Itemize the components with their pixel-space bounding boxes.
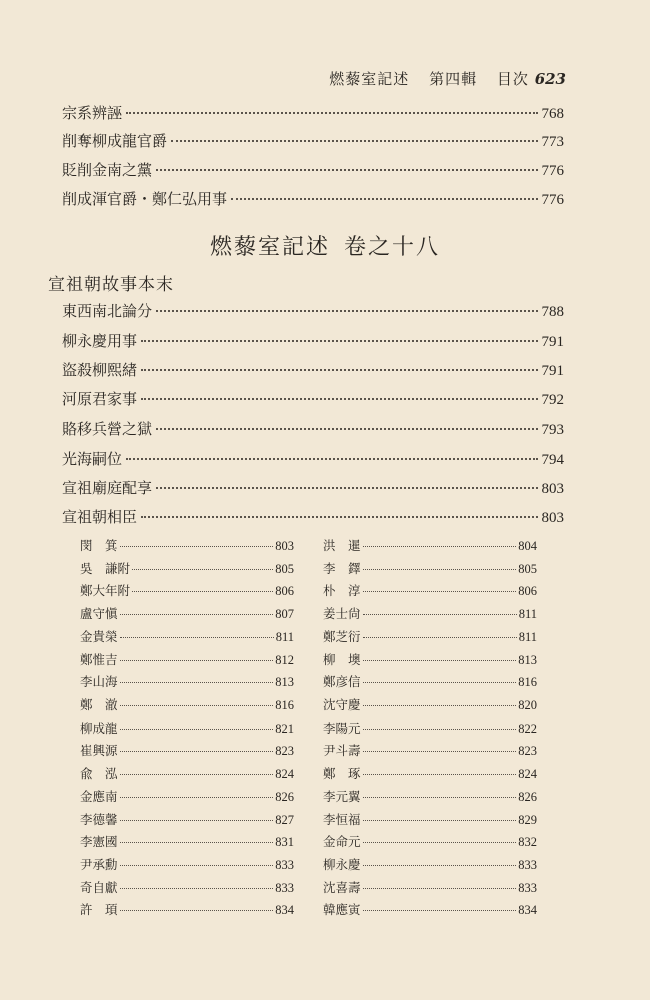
minister-page: 812	[275, 653, 294, 667]
toc-entry	[62, 130, 564, 152]
minister-page: 811	[518, 630, 537, 644]
toc-entry	[62, 102, 564, 124]
minister-entry	[80, 832, 294, 852]
toc-entry-page: 791	[541, 363, 564, 379]
toc-entry-title: 削成渾官爵・鄭仁弘用事	[62, 190, 228, 208]
toc-entry-title: 河原君家事	[62, 390, 138, 408]
minister-name: 金貴榮	[80, 629, 118, 644]
dot-leader	[363, 569, 517, 570]
dot-leader	[141, 398, 537, 400]
minister-name: 朴 淳	[323, 583, 361, 598]
dot-leader	[363, 774, 517, 775]
toc-entry-page: 776	[541, 163, 564, 179]
toc-entry	[62, 300, 564, 322]
chapter-volume: 卷之十八	[344, 235, 441, 260]
dot-leader	[120, 682, 274, 683]
minister-entry	[80, 695, 294, 715]
minister-name: 李山海	[80, 674, 118, 689]
minister-entry	[80, 719, 294, 739]
dot-leader	[120, 842, 274, 843]
minister-name: 李憲國	[80, 834, 118, 849]
minister-name: 鄭芝衍	[323, 629, 361, 644]
toc-entry-page: 776	[541, 192, 564, 208]
minister-entry	[323, 581, 537, 601]
minister-page: 805	[518, 562, 537, 576]
toc-entry-title: 宣祖廟庭配享	[62, 479, 153, 497]
minister-name: 尹承勳	[80, 857, 118, 872]
minister-name: 李恒福	[323, 812, 361, 827]
minister-page: 826	[518, 790, 537, 804]
toc-entry	[62, 506, 564, 528]
toc-entry-title: 貶削金南之黨	[62, 161, 153, 179]
minister-name: 鄭大年附	[80, 583, 131, 598]
dot-leader	[156, 428, 537, 430]
dot-leader	[120, 865, 274, 866]
dot-leader	[363, 660, 517, 661]
minister-entry	[80, 810, 294, 830]
minister-name: 吳 謙附	[80, 561, 131, 576]
minister-name: 李德馨	[80, 812, 118, 827]
dot-leader	[141, 369, 537, 371]
minister-page: 823	[518, 744, 537, 758]
minister-name: 柳 墺	[323, 652, 361, 667]
toc-entry	[62, 159, 564, 181]
dot-leader	[363, 729, 517, 730]
minister-name: 尹斗壽	[323, 743, 361, 758]
minister-name: 洪 暹	[323, 538, 361, 553]
minister-entry	[323, 672, 537, 692]
minister-name: 柳成龍	[80, 721, 118, 736]
minister-page: 833	[518, 881, 537, 895]
toc-entry-title: 光海嗣位	[62, 450, 123, 468]
minister-name: 金命元	[323, 834, 361, 849]
minister-name: 李元翼	[323, 789, 361, 804]
header-book-title: 燃藜室記述	[329, 70, 410, 88]
dot-leader	[363, 797, 517, 798]
minister-page: 816	[275, 698, 294, 712]
dot-leader	[120, 751, 274, 752]
minister-entry	[323, 878, 537, 898]
minister-entry	[80, 581, 294, 601]
minister-page: 811	[275, 630, 294, 644]
toc-entry-page: 768	[541, 106, 564, 122]
minister-name: 崔興源	[80, 743, 118, 758]
minister-entry	[80, 764, 294, 784]
minister-page: 829	[518, 813, 537, 827]
dot-leader	[120, 637, 274, 638]
minister-entry	[80, 536, 294, 556]
minister-entry	[323, 627, 537, 647]
dot-leader	[141, 516, 537, 518]
header-volume: 第四輯	[429, 70, 478, 88]
minister-entry	[80, 787, 294, 807]
dot-leader	[120, 888, 274, 889]
toc-entry-page: 773	[541, 134, 564, 150]
minister-page: 833	[275, 858, 294, 872]
minister-page: 822	[518, 722, 537, 736]
minister-entry	[80, 650, 294, 670]
dot-leader	[120, 797, 274, 798]
minister-page: 823	[275, 744, 294, 758]
minister-page: 821	[275, 722, 294, 736]
dot-leader	[363, 865, 517, 866]
toc-entry	[62, 359, 564, 381]
toc-entry	[62, 477, 564, 499]
minister-page: 804	[518, 539, 537, 553]
minister-name: 姜士尙	[323, 606, 361, 621]
minister-entry	[80, 855, 294, 875]
minister-page: 832	[518, 835, 537, 849]
minister-page: 834	[275, 903, 294, 917]
toc-entry-title: 削奪柳成龍官爵	[62, 132, 168, 150]
toc-entry	[62, 188, 564, 210]
dot-leader	[171, 140, 537, 142]
dot-leader	[141, 340, 537, 342]
dot-leader	[120, 546, 274, 547]
minister-page: 811	[518, 607, 537, 621]
minister-page: 820	[518, 698, 537, 712]
minister-name: 金應南	[80, 789, 118, 804]
minister-page: 831	[275, 835, 294, 849]
toc-entry-page: 794	[541, 452, 564, 468]
minister-entry	[323, 695, 537, 715]
minister-page: 806	[275, 584, 294, 598]
minister-entry	[323, 900, 537, 920]
minister-entry	[80, 559, 294, 579]
minister-entry	[323, 536, 537, 556]
minister-name: 鄭彦信	[323, 674, 361, 689]
minister-name: 李陽元	[323, 721, 361, 736]
minister-name: 盧守愼	[80, 606, 118, 621]
dot-leader	[120, 705, 274, 706]
toc-entry	[62, 418, 564, 440]
minister-page: 816	[518, 675, 537, 689]
minister-entry	[323, 741, 537, 761]
minister-name: 鄭 澈	[80, 697, 118, 712]
minister-entry	[80, 741, 294, 761]
minister-name: 柳永慶	[323, 857, 361, 872]
section-heading: 宣祖朝故事本末	[48, 275, 174, 295]
toc-entry-title: 東西南北論分	[62, 302, 153, 320]
minister-entry	[323, 810, 537, 830]
minister-name: 兪 泓	[80, 766, 118, 781]
dot-leader	[132, 591, 273, 592]
toc-entry-title: 宣祖朝相臣	[62, 508, 138, 526]
toc-entry	[62, 330, 564, 352]
dot-leader	[120, 774, 274, 775]
minister-page: 806	[518, 584, 537, 598]
minister-page: 824	[275, 767, 294, 781]
minister-entry	[323, 832, 537, 852]
minister-page: 826	[275, 790, 294, 804]
dot-leader	[363, 682, 517, 683]
dot-leader	[363, 637, 517, 638]
minister-entry	[80, 604, 294, 624]
dot-leader	[363, 614, 517, 615]
minister-name: 許 頊	[80, 902, 118, 917]
toc-entry-page: 793	[541, 422, 564, 438]
chapter-title	[0, 230, 650, 261]
minister-entry	[323, 855, 537, 875]
dot-leader	[120, 614, 274, 615]
minister-entry	[323, 787, 537, 807]
chapter-book-title: 燃藜室記述	[209, 235, 330, 260]
dot-leader	[363, 820, 517, 821]
dot-leader	[156, 310, 537, 312]
minister-page: 813	[275, 675, 294, 689]
minister-entry	[323, 559, 537, 579]
toc-entry-title: 盜殺柳熙緖	[62, 361, 138, 379]
minister-entry	[80, 878, 294, 898]
minister-name: 沈守慶	[323, 697, 361, 712]
toc-entry-page: 788	[541, 304, 564, 320]
toc-entry-page: 803	[541, 481, 564, 497]
minister-page: 803	[275, 539, 294, 553]
minister-name: 奇自獻	[80, 880, 118, 895]
minister-entry	[323, 604, 537, 624]
dot-leader	[126, 458, 537, 460]
toc-entry-page: 803	[541, 510, 564, 526]
minister-entry	[323, 650, 537, 670]
dot-leader	[156, 169, 537, 171]
running-header	[329, 68, 566, 89]
minister-name: 閔 箕	[80, 538, 118, 553]
dot-leader	[363, 591, 517, 592]
header-page-number: 623	[534, 70, 566, 88]
minister-entry	[323, 719, 537, 739]
minister-page: 827	[275, 813, 294, 827]
minister-entry	[80, 900, 294, 920]
dot-leader	[363, 546, 517, 547]
dot-leader	[363, 910, 517, 911]
minister-entry	[80, 672, 294, 692]
dot-leader	[231, 198, 537, 200]
minister-name: 沈喜壽	[323, 880, 361, 895]
minister-name: 韓應寅	[323, 902, 361, 917]
minister-name: 李 鐸	[323, 561, 361, 576]
dot-leader	[120, 910, 274, 911]
dot-leader	[363, 705, 517, 706]
minister-page: 824	[518, 767, 537, 781]
toc-entry-title: 宗系辨誣	[62, 104, 123, 122]
minister-page: 833	[275, 881, 294, 895]
dot-leader	[363, 751, 517, 752]
minister-entry	[80, 627, 294, 647]
toc-entry-title: 賂移兵營之獄	[62, 420, 153, 438]
toc-entry-page: 791	[541, 334, 564, 350]
dot-leader	[126, 112, 537, 114]
toc-entry	[62, 448, 564, 470]
minister-entry	[323, 764, 537, 784]
toc-entry-title: 柳永慶用事	[62, 332, 138, 350]
minister-page: 807	[275, 607, 294, 621]
header-section: 目次	[496, 70, 529, 88]
dot-leader	[132, 569, 273, 570]
minister-page: 833	[518, 858, 537, 872]
toc-entry-page: 792	[541, 392, 564, 408]
dot-leader	[120, 660, 274, 661]
dot-leader	[363, 842, 517, 843]
minister-page: 834	[518, 903, 537, 917]
dot-leader	[156, 487, 537, 489]
dot-leader	[120, 820, 274, 821]
dot-leader	[120, 729, 274, 730]
minister-page: 805	[275, 562, 294, 576]
minister-name: 鄭惟吉	[80, 652, 118, 667]
dot-leader	[363, 888, 517, 889]
toc-entry	[62, 388, 564, 410]
minister-page: 813	[518, 653, 537, 667]
minister-name: 鄭 琢	[323, 766, 361, 781]
